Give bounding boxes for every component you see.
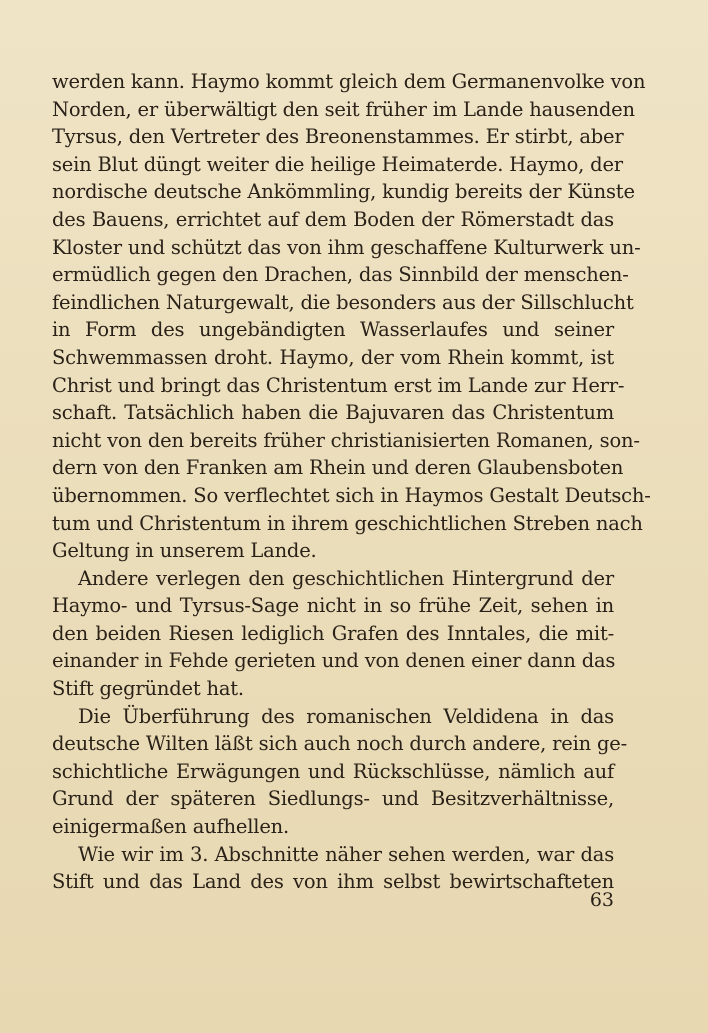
text-line: ermüdlich gegen den Drachen, das Sinnbild der menschen- [52, 263, 629, 287]
text-line: Norden, er überwältigt den seit früher im Lande hausenden [52, 97, 635, 121]
text-line: Stift und das Land des von ihm selbst bewirtschafteten [52, 870, 614, 894]
text-line: Grund der späteren Siedlungs- und Besitzverhältnisse, [52, 787, 614, 811]
body-text [52, 68, 651, 896]
text-line: Tyrsus, den Vertreter des Breonenstammes. Er stirbt, aber [52, 125, 624, 149]
text-line: Wie wir im 3. Abschnitte näher sehen werden, war das [78, 842, 614, 866]
text-line: schaft. Tatsächlich haben die Bajuvaren das Christentum [52, 401, 614, 425]
text-line: nicht von den bereits früher christianisierten Romanen, son- [52, 428, 640, 452]
text-line: des Bauens, errichtet auf dem Boden der Römerstadt das [52, 207, 614, 231]
text-line: sein Blut düngt weiter die heilige Heimaterde. Haymo, der [52, 152, 623, 176]
text-line: Christ und bringt das Christentum erst im Lande zur Herr- [52, 373, 625, 397]
text-line: einigermaßen aufhellen. [52, 815, 290, 839]
text-line: nordische deutsche Ankömmling, kundig bereits der Künste [52, 180, 635, 204]
text-line: übernommen. So verflechtet sich in Haymos Gestalt Deutsch- [52, 483, 651, 507]
text-line: Haymo- und Tyrsus-Sage nicht in so frühe Zeit, sehen in [52, 594, 614, 618]
text-line: schichtliche Erwägungen und Rückschlüsse, nämlich auf [52, 759, 614, 783]
text-line: Stift gegründet hat. [52, 677, 244, 701]
text-line: Schwemmassen droht. Haymo, der vom Rhein kommt, ist [52, 345, 614, 369]
text-line: einander in Fehde gerieten und von denen einer dann das [52, 649, 616, 673]
page-number: 63 [589, 889, 614, 911]
text-line: feindlichen Naturgewalt, die besonders aus der Sillschlucht [52, 290, 634, 314]
text-line: Kloster und schützt das von ihm geschaffene Kulturwerk un- [52, 235, 641, 259]
text-line: Geltung in unserem Lande. [52, 539, 317, 563]
text-line: Die Überführung des romanischen Veldidena in das [78, 704, 614, 728]
text-line: dern von den Franken am Rhein und deren Glaubensboten [52, 456, 624, 480]
text-line: in Form des ungebändigten Wasserlaufes und seiner [52, 318, 614, 342]
text-line: den beiden Riesen lediglich Grafen des Inntales, die mit- [52, 621, 614, 645]
text-line: Andere verlegen den geschichtlichen Hintergrund der [78, 566, 614, 590]
text-line: deutsche Wilten läßt sich auch noch durch andere, rein ge- [52, 732, 628, 756]
text-line: werden kann. Haymo kommt gleich dem Germanenvolke von [52, 70, 646, 93]
text-line: tum und Christentum in ihrem geschichtlichen Streben nach [52, 511, 643, 535]
